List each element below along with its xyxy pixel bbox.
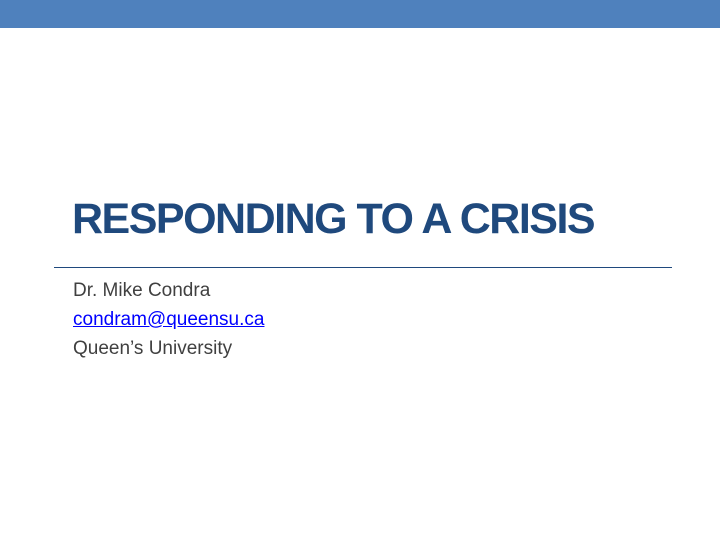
presenter-email-link[interactable]: condram@queensu.ca: [73, 309, 265, 330]
slide-title: RESPONDING TO A CRISIS: [72, 195, 595, 243]
presenter-institution: Queen’s University: [73, 338, 233, 359]
title-divider-line: [54, 267, 672, 268]
presenter-name: Dr. Mike Condra: [73, 280, 211, 301]
presenter-email-line: [73, 305, 264, 334]
slide-subtitle: [73, 276, 264, 363]
top-accent-bar: [0, 0, 720, 28]
